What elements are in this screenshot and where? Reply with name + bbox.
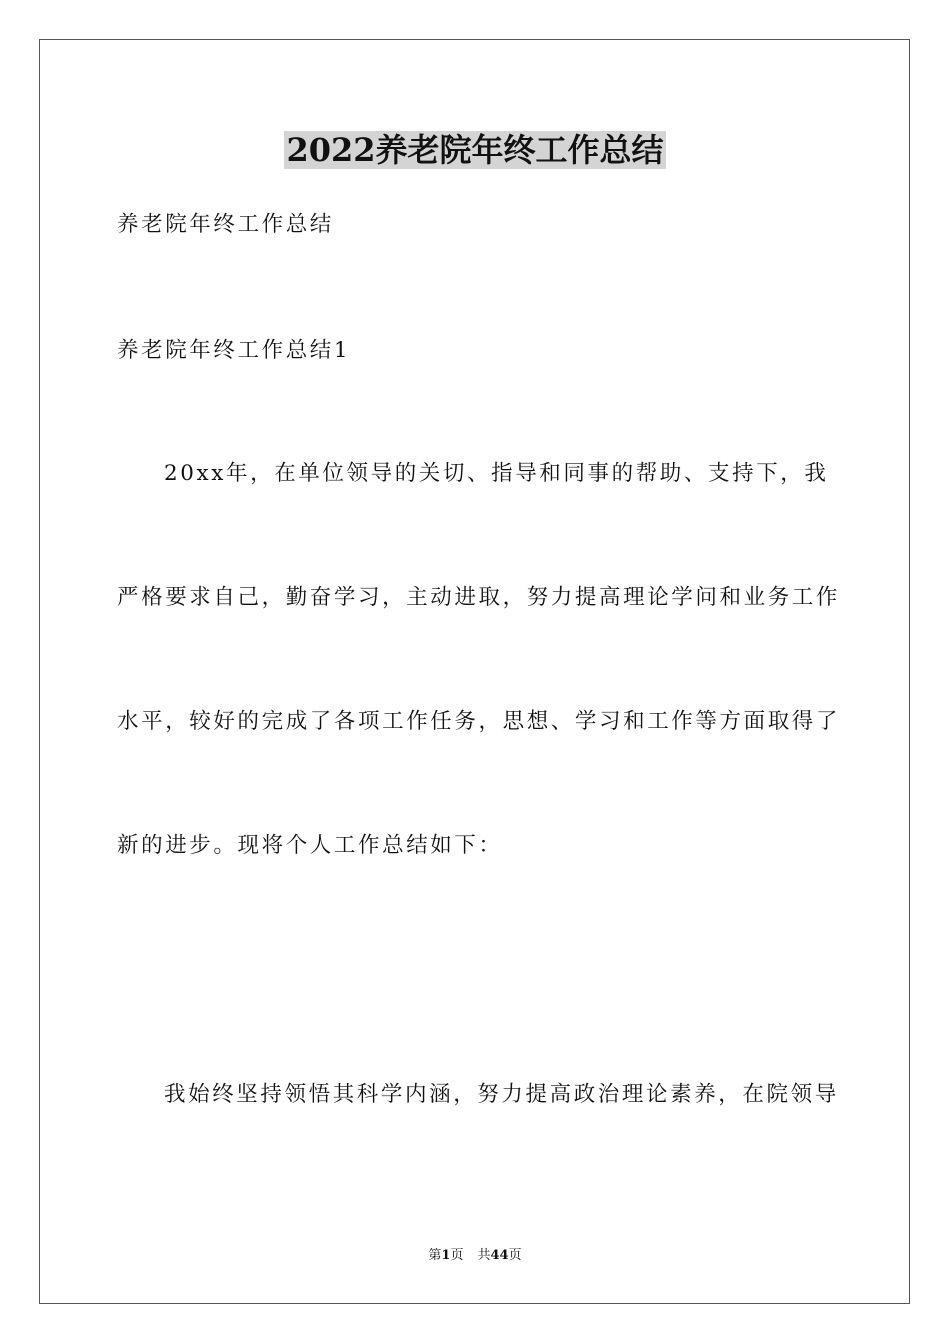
paragraph-1-line-4: 新的进步。现将个人工作总结如下： <box>117 833 503 858</box>
document-subtitle: 养老院年终工作总结 <box>117 212 334 237</box>
paragraph-1-line-1: 20xx年，在单位领导的关切、指导和同事的帮助、支持下，我 <box>164 461 829 486</box>
footer-total-prefix: 共 <box>477 1248 491 1263</box>
paragraph-1-line-2: 严格要求自己，勤奋学习，主动进取，努力提高理论学问和业务工作 <box>117 585 841 610</box>
section-heading: 养老院年终工作总结1 <box>117 338 351 363</box>
paragraph-2-line-1: 我始终坚持领悟其科学内涵，努力提高政治理论素养，在院领导 <box>164 1082 839 1107</box>
document-title-text: 2022养老院年终工作总结 <box>286 131 664 169</box>
footer-total-pages: 44 <box>490 1248 509 1263</box>
footer-total-suffix: 页 <box>508 1248 522 1263</box>
paragraph-1-line-3: 水平，较好的完成了各项工作任务，思想、学习和工作等方面取得了 <box>117 709 841 734</box>
footer-page-current: 1 <box>441 1248 451 1263</box>
document-title <box>0 128 950 172</box>
footer-page-suffix: 页 <box>450 1248 464 1263</box>
footer-page-prefix: 第 <box>428 1248 442 1263</box>
page-footer <box>0 1246 950 1266</box>
